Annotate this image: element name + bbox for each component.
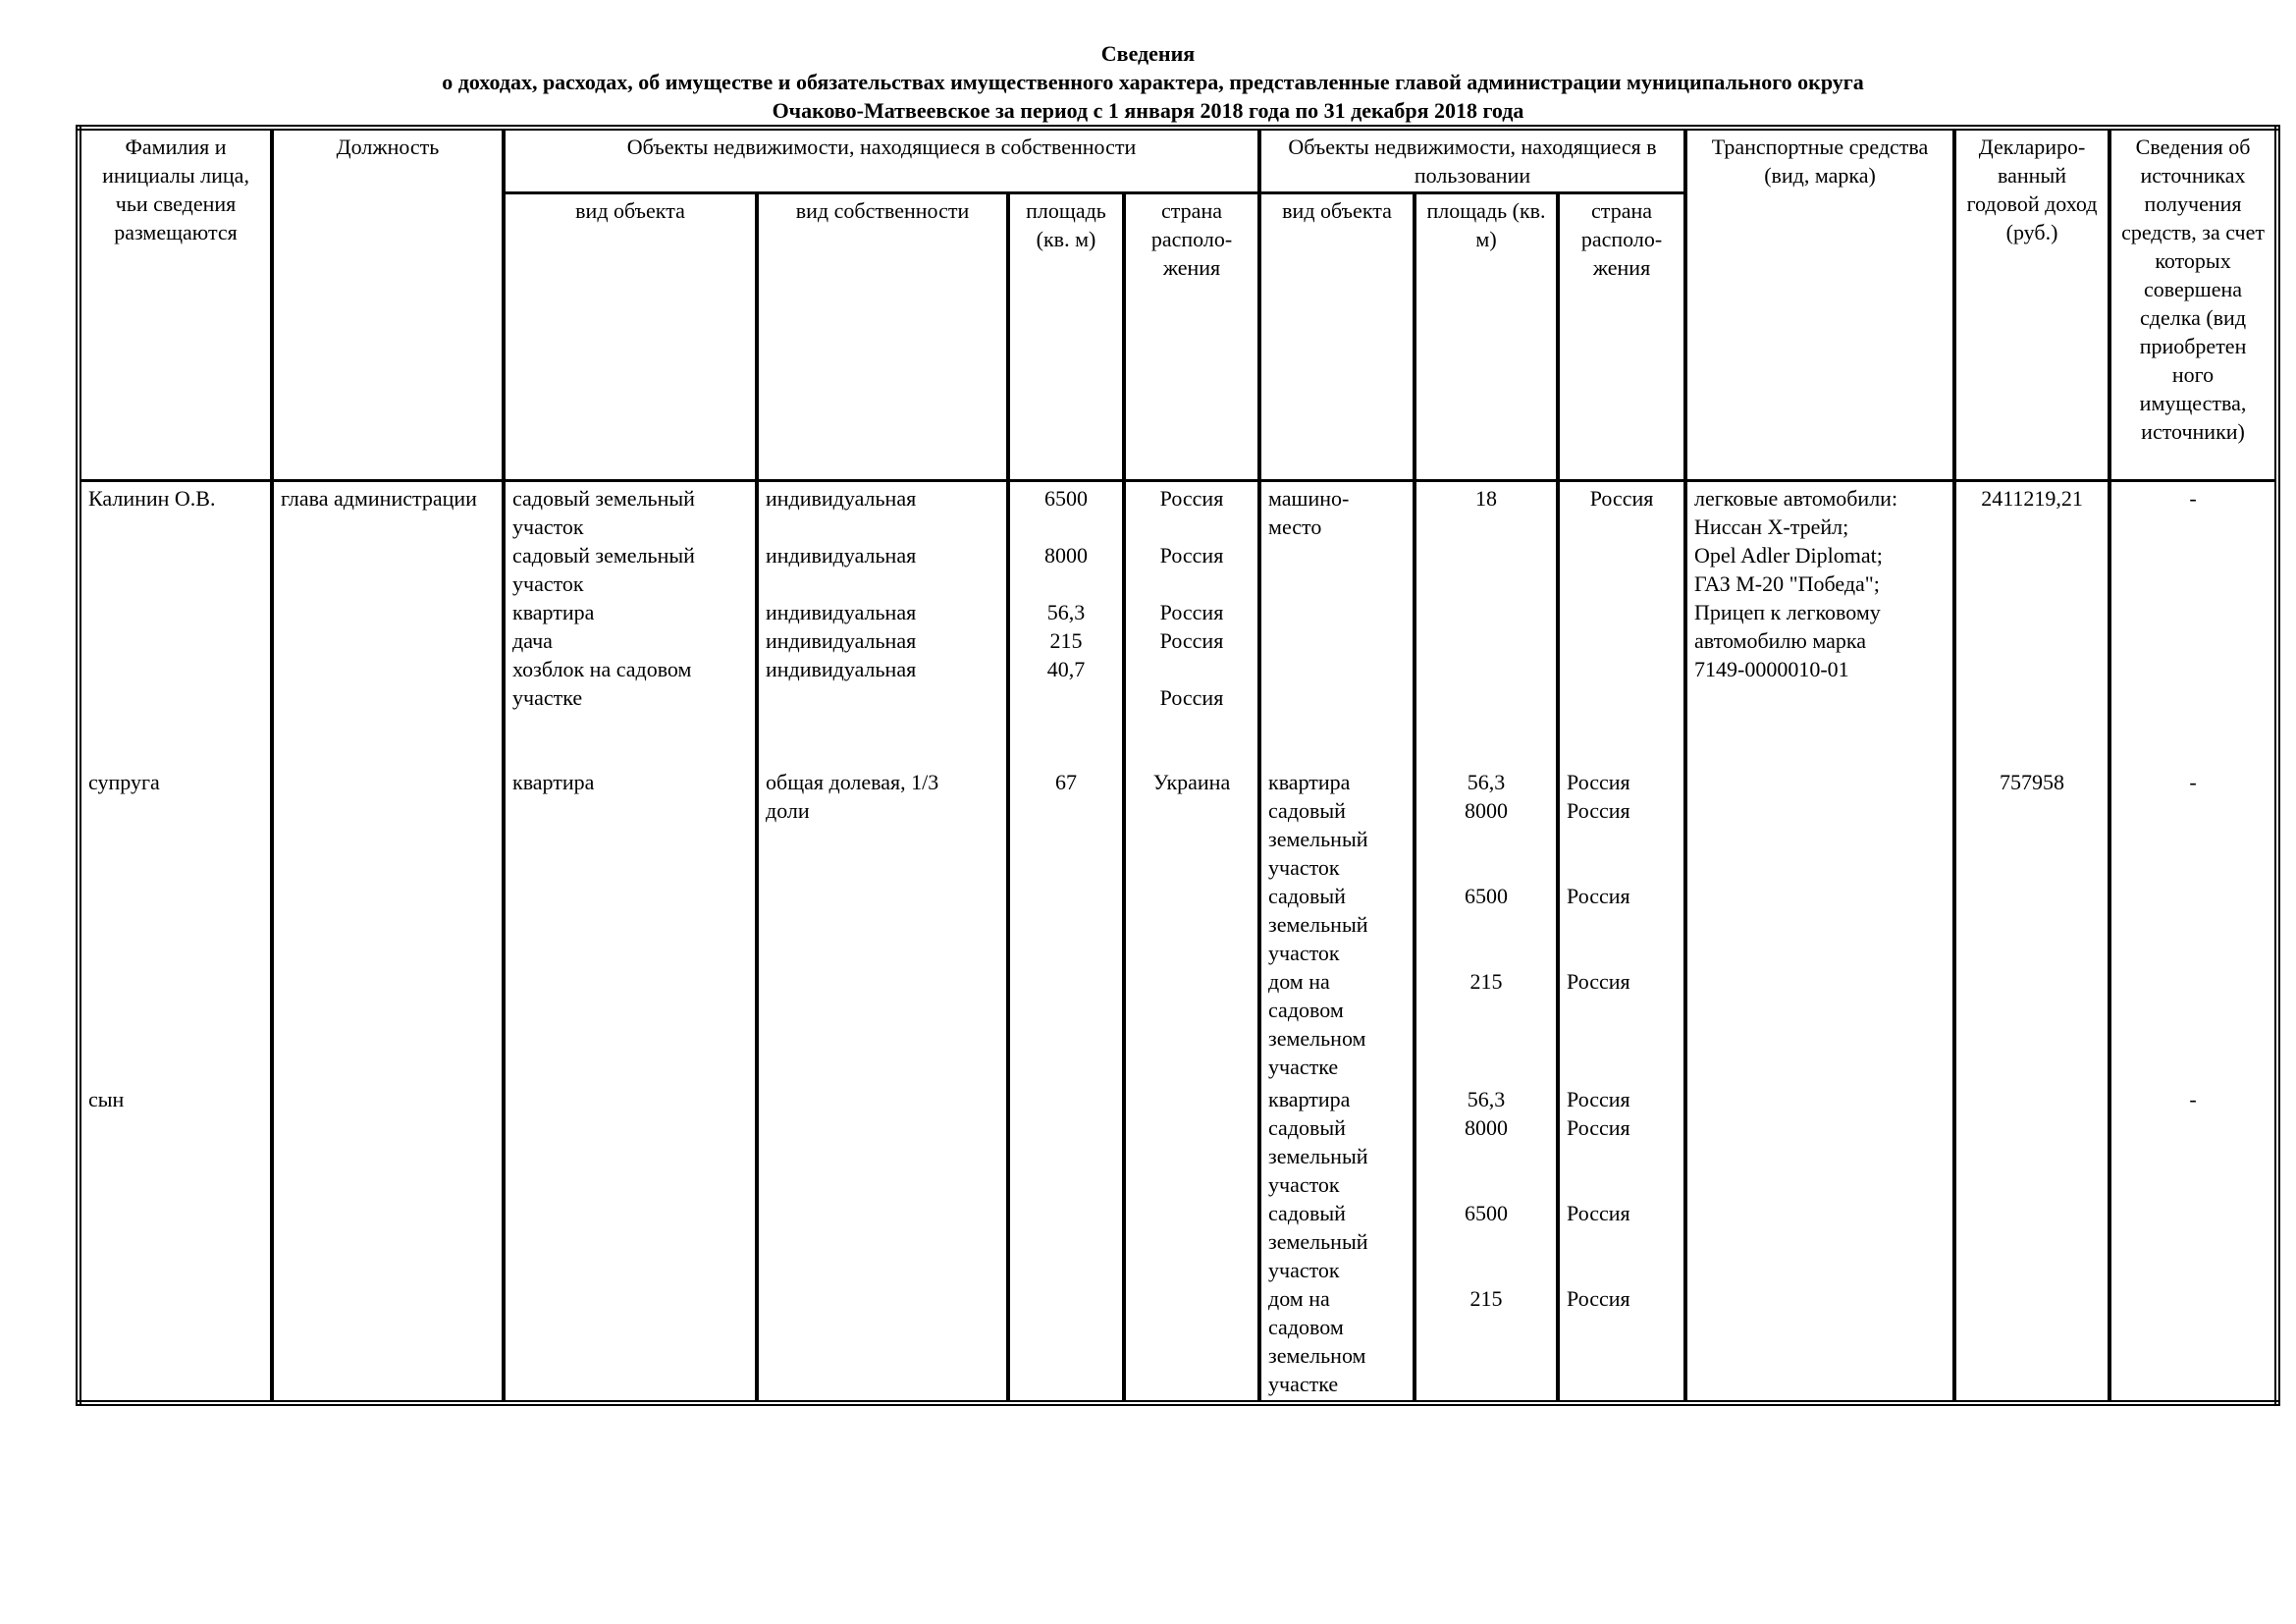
cell-owned-area <box>1008 481 1124 766</box>
cell-line <box>766 513 999 541</box>
cell-line <box>1423 939 1549 967</box>
cell-line: общая долевая, 1/3 <box>766 769 939 794</box>
cell-line: садовый земельный <box>512 543 695 568</box>
declaration-table <box>76 125 2280 1406</box>
cell-line <box>1567 1227 1677 1256</box>
cell-line <box>1017 513 1115 541</box>
cell-line <box>1423 1313 1549 1341</box>
cell-line: садовый <box>1268 1200 1346 1225</box>
cell-line: 8000 <box>1044 543 1088 568</box>
cell-used-country <box>1558 766 1685 1083</box>
cell-line: Россия <box>1567 769 1630 794</box>
cell-line: земельном <box>1268 1025 1366 1051</box>
cell-line: участок <box>1268 1257 1340 1282</box>
cell-name: сын <box>79 1083 272 1403</box>
cell-line: Россия <box>1159 486 1224 511</box>
cell-line: Россия <box>1159 685 1224 710</box>
cell-line: Россия <box>1159 628 1224 653</box>
cell-line: легковые автомобили: <box>1694 486 1898 511</box>
cell-line: 7149-0000010-01 <box>1694 657 1849 681</box>
cell-line: 56,3 <box>1046 600 1086 624</box>
cell-line: 6500 <box>1465 1200 1509 1225</box>
cell-line: земельный <box>1268 1228 1368 1254</box>
header-used-group: Объекты недвижимости, находящиеся в пользовании <box>1259 128 1685 193</box>
header-sources: Сведения об источниках получения средств, за счет которых совершена сделка (вид приобретен ного имущества, источники) <box>2109 128 2277 481</box>
cell-line: Россия <box>1567 1200 1630 1225</box>
cell-line: садовый <box>1268 883 1346 908</box>
cell-owned-country <box>1124 481 1259 766</box>
table-row-wife <box>79 766 2277 1083</box>
header-used-country: страна располо-жения <box>1558 193 1685 481</box>
cell-line: автомобилю марка <box>1694 628 1866 653</box>
cell-line: земельный <box>1268 826 1368 851</box>
cell-line: Россия <box>1159 600 1224 624</box>
cell-line: участке <box>1268 1054 1339 1079</box>
cell-line <box>1567 1370 1677 1398</box>
cell-line: земельный <box>1268 911 1368 937</box>
cell-line: 40,7 <box>1046 657 1086 681</box>
cell-used-area <box>1415 766 1558 1083</box>
cell-name: супруга <box>79 766 272 1083</box>
cell-transport <box>1685 766 1954 1083</box>
cell-line <box>1567 939 1677 967</box>
header-income: Деклариро-ванный годовой доход (руб.) <box>1954 128 2109 481</box>
cell-line: ГАЗ М-20 "Победа"; <box>1694 571 1880 596</box>
cell-line: Россия <box>1567 1086 1630 1111</box>
cell-line: участок <box>1268 940 1340 965</box>
cell-line: индивидуальная <box>766 543 917 568</box>
cell-transport <box>1685 481 1954 766</box>
cell-line: 18 <box>1475 486 1498 511</box>
document-title-block <box>0 39 2296 125</box>
cell-owned-kind <box>757 1083 1008 1403</box>
cell-line: участке <box>1268 1371 1339 1396</box>
cell-line: земельном <box>1268 1342 1366 1368</box>
cell-owned-kind <box>757 481 1008 766</box>
cell-line: индивидуальная <box>766 486 917 511</box>
cell-line: 6500 <box>1465 883 1509 908</box>
cell-line: садовый земельный <box>512 486 695 511</box>
cell-line: участок <box>1268 1171 1340 1197</box>
cell-line: квартира <box>1268 769 1351 794</box>
cell-line <box>1567 1313 1677 1341</box>
cell-used-area <box>1415 481 1558 766</box>
cell-line <box>1423 1341 1549 1370</box>
cell-line: участок <box>512 514 584 539</box>
cell-used-country <box>1558 1083 1685 1403</box>
table-row-kalinin <box>79 481 2277 766</box>
header-owned-area: площадь (кв. м) <box>1008 193 1124 481</box>
cell-sources: - <box>2109 1083 2277 1403</box>
header-name: Фамилия и инициалы лица, чьи сведения размещаются <box>79 128 272 481</box>
cell-line <box>1567 1142 1677 1170</box>
cell-line: 56,3 <box>1467 769 1506 794</box>
cell-line <box>1423 825 1549 853</box>
cell-line <box>1423 1227 1549 1256</box>
cell-line <box>1423 1256 1549 1284</box>
title-line-3: Очаково-Матвеевское за период с 1 января 2018 года по 31 декабря 2018 года <box>772 98 1524 123</box>
cell-line: 215 <box>1469 1285 1503 1311</box>
cell-line <box>1423 910 1549 939</box>
cell-line <box>1133 513 1251 541</box>
cell-line <box>1567 1053 1677 1081</box>
cell-line: дом на <box>1268 1285 1330 1311</box>
cell-line: садовый <box>1268 797 1346 823</box>
cell-line <box>1423 853 1549 882</box>
cell-line: 6500 <box>1044 486 1088 511</box>
cell-line: участке <box>512 685 583 710</box>
cell-line: индивидуальная <box>766 628 917 653</box>
cell-line: 56,3 <box>1467 1086 1506 1111</box>
cell-line: Россия <box>1567 1285 1630 1311</box>
cell-line <box>1567 1256 1677 1284</box>
cell-owned-country <box>1124 1083 1259 1403</box>
cell-used-type <box>1259 481 1415 766</box>
cell-used-type <box>1259 766 1415 1083</box>
cell-line: Прицеп к легковому <box>1694 600 1881 624</box>
cell-line <box>766 683 999 712</box>
cell-line <box>1423 1024 1549 1053</box>
cell-income: 2411219,21 <box>1954 481 2109 766</box>
cell-owned-kind <box>757 766 1008 1083</box>
cell-sources: - <box>2109 481 2277 766</box>
cell-line: садовом <box>1268 997 1344 1022</box>
cell-line: Россия <box>1567 968 1630 994</box>
title-line-2: о доходах, расходах, об имуществе и обязательствах имущественного характера, представленные главой администрации муниципального округа <box>442 70 1864 94</box>
cell-line: хозблок на садовом <box>512 657 692 681</box>
title-line-1: Сведения <box>1100 41 1196 66</box>
cell-line: земельный <box>1268 1143 1368 1168</box>
cell-line: Россия <box>1159 543 1224 568</box>
cell-line: дача <box>512 628 553 653</box>
cell-line <box>1133 569 1251 598</box>
cell-line: садовый <box>1268 1114 1346 1140</box>
cell-name: Калинин О.В. <box>79 481 272 766</box>
cell-line: Россия <box>1589 486 1654 511</box>
cell-line <box>1567 1024 1677 1053</box>
cell-line <box>1133 655 1251 683</box>
cell-line: место <box>1268 514 1322 539</box>
cell-line <box>1567 1170 1677 1199</box>
header-transport: Транспортные средства (вид, марка) <box>1685 128 1954 481</box>
cell-line: доли <box>766 797 810 823</box>
cell-line: Россия <box>1567 883 1630 908</box>
cell-line <box>1017 569 1115 598</box>
header-row-1 <box>79 128 2277 193</box>
cell-income: 757958 <box>1954 766 2109 1083</box>
cell-line: участок <box>512 571 584 596</box>
header-owned-type: вид объекта <box>504 193 757 481</box>
cell-line <box>1567 1341 1677 1370</box>
cell-position: глава администрации <box>272 481 504 766</box>
cell-income <box>1954 1083 2109 1403</box>
cell-line: квартира <box>1268 1086 1351 1111</box>
header-position: Должность <box>272 128 504 481</box>
cell-owned-area <box>1008 766 1124 1083</box>
cell-line: 8000 <box>1465 797 1509 823</box>
cell-line <box>1423 1170 1549 1199</box>
cell-owned-type <box>504 1083 757 1403</box>
cell-line: участок <box>1268 854 1340 880</box>
cell-owned-type <box>504 481 757 766</box>
cell-position <box>272 766 504 1083</box>
cell-line: Украина <box>1152 769 1231 794</box>
cell-line: квартира <box>512 600 595 624</box>
cell-line: садовом <box>1268 1314 1344 1339</box>
cell-owned-area <box>1008 1083 1124 1403</box>
cell-line <box>1423 1370 1549 1398</box>
cell-position <box>272 1083 504 1403</box>
cell-line <box>766 569 999 598</box>
cell-line: дом на <box>1268 968 1330 994</box>
header-owned-group: Объекты недвижимости, находящиеся в собственности <box>504 128 1259 193</box>
cell-line: Россия <box>1567 1114 1630 1140</box>
header-owned-country: страна располо-жения <box>1124 193 1259 481</box>
cell-line: 215 <box>1469 968 1503 994</box>
cell-line <box>1567 853 1677 882</box>
cell-line <box>1567 910 1677 939</box>
cell-line <box>1423 996 1549 1024</box>
cell-used-type <box>1259 1083 1415 1403</box>
cell-owned-type <box>504 766 757 1083</box>
cell-line: 8000 <box>1465 1114 1509 1140</box>
cell-line: квартира <box>512 769 595 794</box>
header-used-area: площадь (кв. м) <box>1415 193 1558 481</box>
cell-line: Ниссан Х-трейл; <box>1694 514 1849 539</box>
cell-line: индивидуальная <box>766 600 917 624</box>
cell-line <box>1423 1142 1549 1170</box>
header-used-type: вид объекта <box>1259 193 1415 481</box>
cell-line <box>1423 1053 1549 1081</box>
cell-used-area <box>1415 1083 1558 1403</box>
cell-line: Opel Adler Diplomat; <box>1694 543 1883 568</box>
cell-line <box>1567 825 1677 853</box>
header-owned-kind: вид собственности <box>757 193 1008 481</box>
cell-sources: - <box>2109 766 2277 1083</box>
cell-line: Россия <box>1567 797 1630 823</box>
cell-line <box>1017 683 1115 712</box>
cell-line: 67 <box>1055 769 1077 794</box>
cell-used-country <box>1558 481 1685 766</box>
cell-line: 215 <box>1049 628 1083 653</box>
table-row-son <box>79 1083 2277 1403</box>
cell-line: машино- <box>1268 486 1350 511</box>
cell-line: индивидуальная <box>766 657 917 681</box>
cell-transport <box>1685 1083 1954 1403</box>
cell-owned-country <box>1124 766 1259 1083</box>
cell-line <box>1567 996 1677 1024</box>
